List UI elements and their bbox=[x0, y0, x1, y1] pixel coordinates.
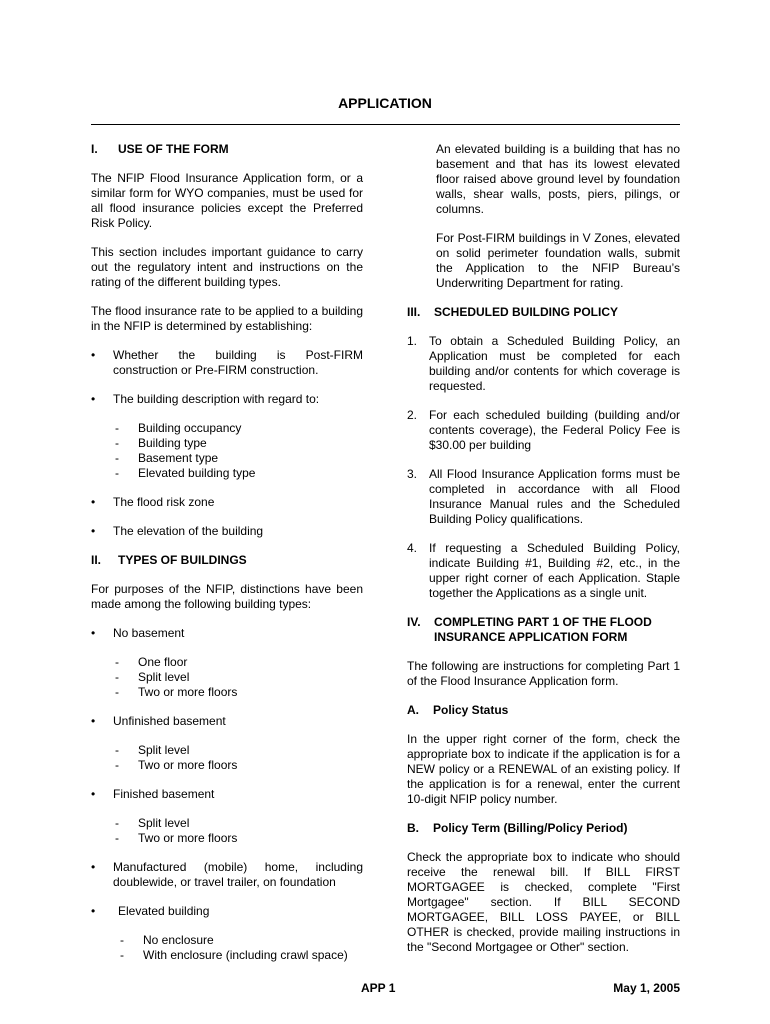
section-title: TYPES OF BUILDINGS bbox=[118, 553, 247, 567]
subsection-letter: A. bbox=[407, 703, 419, 717]
bullet-icon: • bbox=[91, 860, 96, 874]
bullet-item: • The flood risk zone bbox=[91, 495, 215, 509]
bullet-item: • Whether the building is Post-FIRM construction or Pre-FIRM construction. bbox=[91, 348, 363, 377]
dash-item: - Split level bbox=[115, 816, 190, 830]
dash-item: - Two or more floors bbox=[115, 831, 238, 845]
bullet-item: • Finished basement bbox=[91, 787, 215, 801]
paragraph: The NFIP Flood Insurance Application form, or a similar form for WYO companies, must be used for all flood insurance policies except the Preferred Risk Policy. bbox=[91, 171, 363, 230]
paragraph: The following are instructions for completing Part 1 of the Flood Insurance Application form. bbox=[407, 659, 680, 688]
bullet-item: • The elevation of the building bbox=[91, 524, 264, 538]
paragraph: Check the appropriate box to indicate who should receive the renewal bill. If BILL FIRST MORTGAGEE is checked, complete "First Mortgagee" section. If BILL SECOND MORTGAGEE, BILL LOSS PAYEE, or BILL OTHER is checked, provide mailing instructions in the "Second Mortgagee or Other" section. bbox=[407, 850, 680, 954]
section-title: SCHEDULED BUILDING POLICY bbox=[434, 305, 619, 319]
subsection-title: Policy Term (Billing/Policy Period) bbox=[433, 821, 628, 835]
page-number: APP 1 bbox=[361, 981, 396, 995]
bullet-icon: • bbox=[91, 904, 96, 918]
dash-item: - Two or more floors bbox=[115, 685, 238, 699]
section-number: II. bbox=[91, 553, 102, 567]
bullet-icon: • bbox=[91, 524, 96, 538]
bullet-icon: • bbox=[91, 787, 96, 801]
subsection-letter: B. bbox=[407, 821, 419, 835]
bullet-icon: • bbox=[91, 626, 96, 640]
section-number: III. bbox=[407, 305, 421, 319]
bullet-item: • Elevated building bbox=[91, 904, 210, 918]
page-title: APPLICATION bbox=[338, 95, 432, 111]
left-column bbox=[91, 142, 363, 963]
section-heading-completing-part-1 bbox=[407, 615, 680, 645]
dash-item: - With enclosure (including crawl space) bbox=[120, 948, 348, 962]
dash-item: - Building occupancy bbox=[115, 421, 242, 435]
dash-item: - Split level bbox=[115, 670, 190, 684]
bullet-icon: • bbox=[91, 348, 96, 362]
paragraph: For Post-FIRM buildings in V Zones, elevated on solid perimeter foundation walls, submit the Application to the NFIP Bureau’s Underwriting Department for rating. bbox=[436, 231, 680, 290]
dash-item: - Elevated building type bbox=[115, 466, 256, 480]
bullet-icon: • bbox=[91, 392, 96, 406]
numbered-item: 4. If requesting a Scheduled Building Policy, indicate Building #1, Building #2, etc., in the upper right corner of each Application. Staple together the Applications as a single unit. bbox=[407, 541, 680, 600]
right-column bbox=[407, 142, 680, 955]
dash-item: - Split level bbox=[115, 743, 190, 757]
numbered-item: 2. For each scheduled building (building and/or contents coverage), the Federal Policy Fee is $30.00 per building bbox=[407, 408, 680, 452]
subsection-heading-policy-term bbox=[407, 821, 680, 836]
paragraph: An elevated building is a building that has no basement and that has its lowest elevated floor raised above ground level by foundation walls, shear walls, posts, piers, pilings, or columns. bbox=[436, 142, 680, 216]
bullet-item: • No basement bbox=[91, 626, 185, 640]
section-heading-types-of-buildings bbox=[91, 553, 363, 568]
paragraph: For purposes of the NFIP, distinctions have been made among the following building types: bbox=[91, 582, 363, 611]
dash-item: - No enclosure bbox=[120, 933, 214, 947]
title-divider bbox=[91, 124, 680, 125]
section-number: I. bbox=[91, 142, 98, 156]
bullet-icon: • bbox=[91, 714, 96, 728]
bullet-item: • Manufactured (mobile) home, including doublewide, or travel trailer, on foundation bbox=[91, 860, 363, 889]
paragraph: In the upper right corner of the form, check the appropriate box to indicate if the application is for a NEW policy or a RENEWAL of an existing policy. If the application is for a renewal, enter the current 10-digit NFIP policy number. bbox=[407, 732, 680, 806]
dash-item: - Basement type bbox=[115, 451, 219, 465]
section-number: IV. bbox=[407, 615, 421, 629]
section-title: USE OF THE FORM bbox=[118, 142, 229, 156]
bullet-icon: • bbox=[91, 495, 96, 509]
paragraph: This section includes important guidance to carry out the regulatory intent and instructions on the rating of the different building types. bbox=[91, 245, 363, 289]
section-title: COMPLETING PART 1 OF THE FLOOD INSURANCE APPLICATION FORM bbox=[434, 615, 652, 644]
bullet-item: • Unfinished basement bbox=[91, 714, 226, 728]
numbered-item: 1. To obtain a Scheduled Building Policy, an Application must be completed for each building and/or contents for which coverage is requested. bbox=[407, 334, 680, 393]
dash-item: - Two or more floors bbox=[115, 758, 238, 772]
bullet-item: • The building description with regard to: bbox=[91, 392, 320, 406]
subsection-title: Policy Status bbox=[433, 703, 509, 717]
section-heading-use-of-form bbox=[91, 142, 363, 157]
section-heading-scheduled-building-policy bbox=[407, 305, 680, 320]
dash-item: - One floor bbox=[115, 655, 188, 669]
numbered-item: 3. All Flood Insurance Application forms must be completed in accordance with all Flood Insurance Manual rules and the Scheduled Building Policy qualifications. bbox=[407, 467, 680, 526]
paragraph: The flood insurance rate to be applied to a building in the NFIP is determined by establishing: bbox=[91, 304, 363, 333]
dash-item: - Building type bbox=[115, 436, 207, 450]
revision-date: May 1, 2005 bbox=[613, 981, 680, 995]
subsection-heading-policy-status bbox=[407, 703, 680, 718]
